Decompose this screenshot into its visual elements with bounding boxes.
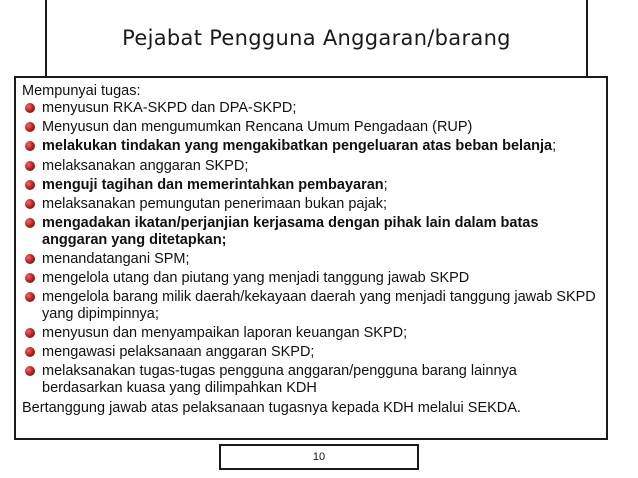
bullet-icon bbox=[25, 141, 35, 151]
bullet-icon bbox=[25, 199, 35, 209]
list-item bbox=[22, 119, 598, 136]
slide-title: Pejabat Pengguna Anggaran/barang bbox=[122, 26, 511, 50]
bullet-icon bbox=[25, 254, 35, 264]
bullet-icon bbox=[25, 273, 35, 283]
task-list bbox=[22, 100, 598, 397]
bullet-icon bbox=[25, 122, 35, 132]
title-box bbox=[45, 0, 588, 78]
bullet-icon bbox=[25, 292, 35, 302]
task-text: Menyusun dan mengumumkan Rencana Umum Pengadaan (RUP) bbox=[42, 119, 473, 136]
task-text: menyusun RKA-SKPD dan DPA-SKPD; bbox=[42, 100, 297, 116]
task-text: mengelola utang dan piutang yang menjadi tanggung jawab SKPD bbox=[42, 270, 470, 287]
list-item bbox=[22, 158, 598, 175]
list-item bbox=[22, 344, 598, 361]
list-item bbox=[22, 215, 598, 248]
list-item bbox=[22, 251, 598, 268]
bullet-icon bbox=[25, 328, 35, 338]
list-item bbox=[22, 177, 598, 194]
task-text: melaksanakan tugas-tugas pengguna anggaran/pengguna barang lainnya berdasarkan kuasa yang dilimpahkan KDH bbox=[42, 363, 517, 397]
list-item bbox=[22, 363, 598, 396]
bullet-icon bbox=[25, 366, 35, 376]
list-item bbox=[22, 289, 598, 322]
task-bold-text: melakukan tindakan yang mengakibatkan pengeluaran atas beban belanja bbox=[42, 138, 553, 155]
task-text: menyusun dan menyampaikan laporan keuangan SKPD; bbox=[42, 325, 408, 342]
list-item bbox=[22, 270, 598, 287]
bullet-icon bbox=[25, 161, 35, 171]
list-item bbox=[22, 138, 598, 155]
content-box bbox=[14, 76, 608, 440]
bullet-icon bbox=[25, 103, 35, 113]
intro-text: Mempunyai tugas: bbox=[22, 83, 141, 99]
task-text: melaksanakan pemungutan penerimaan bukan pajak; bbox=[42, 195, 388, 212]
bullet-icon bbox=[25, 218, 35, 228]
task-bold-text: mengadakan ikatan/perjanjian kerjasama dengan pihak lain dalam batas anggaran yang ditetapkan; bbox=[42, 215, 539, 248]
task-text: mengawasi pelaksanaan anggaran SKPD; bbox=[42, 344, 315, 361]
task-text: menandatangani SPM; bbox=[42, 250, 190, 267]
task-text: mengelola barang milik daerah/kekayaan daerah yang menjadi tanggung jawab SKPD yang dipimpinnya; bbox=[42, 289, 596, 322]
bullet-icon bbox=[25, 347, 35, 357]
task-tail-text: ; bbox=[552, 138, 557, 155]
bullet-icon bbox=[25, 180, 35, 190]
list-item bbox=[22, 100, 598, 117]
task-text: melaksanakan anggaran SKPD; bbox=[42, 157, 249, 174]
list-item bbox=[22, 325, 598, 342]
outro-text: Bertanggung jawab atas pelaksanaan tugasnya kepada KDH melalui SEKDA. bbox=[22, 400, 521, 417]
task-tail-text: ; bbox=[383, 176, 388, 193]
list-item bbox=[22, 196, 598, 213]
task-bold-text: menguji tagihan dan memerintahkan pembayaran bbox=[42, 176, 384, 193]
page-number: 10 bbox=[219, 444, 419, 470]
